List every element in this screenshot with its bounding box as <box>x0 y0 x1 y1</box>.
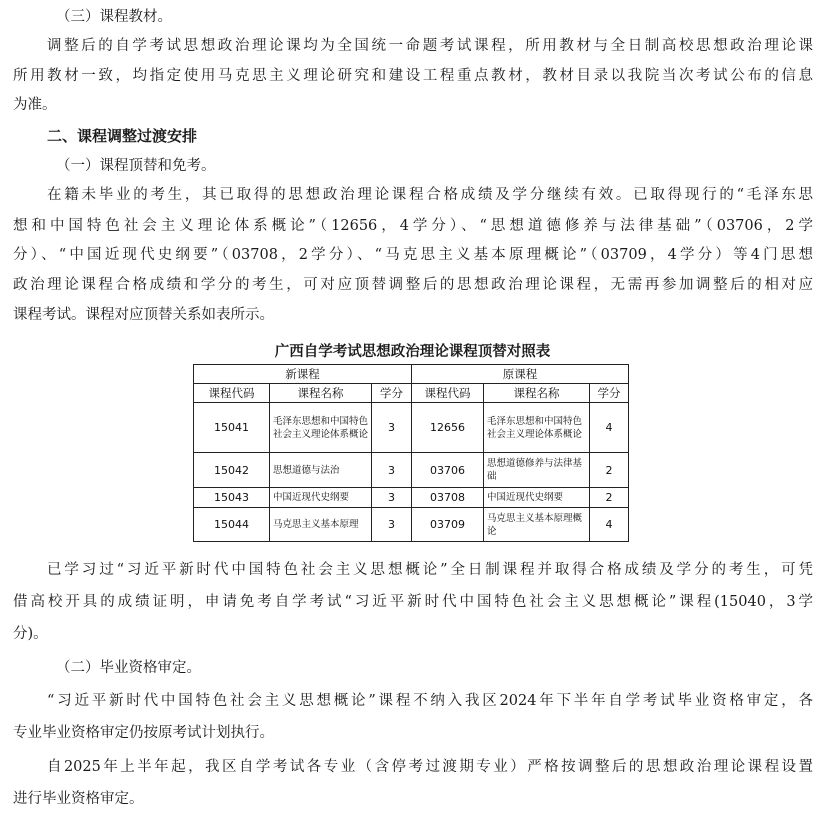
paragraph-line: 自2025年上半年起，我区自学考试各专业（含停考过渡期专业）严格按调整后的思想政治理论课程设置 <box>47 759 813 775</box>
paragraph-line: 想和中国特色社会主义理论体系概论”（12656，4学分）、“思想道德修养与法律基础”（03706，2学 <box>13 218 813 234</box>
column-header: 学分 <box>590 384 629 403</box>
subsection-heading-graduation: （二）毕业资格审定。 <box>56 660 201 676</box>
old-code-cell: 03708 <box>412 488 484 508</box>
paragraph-line: 调整后的自学考试思想政治理论课均为全国统一命题考试课程，所用教材与全日制高校思想政治理论课 <box>47 38 813 54</box>
old-name-cell: 中国近现代史纲要 <box>484 488 590 508</box>
table-title: 广西自学考试思想政治理论课程顶替对照表 <box>274 344 551 360</box>
old-name-cell: 马克思主义基本原理概论 <box>484 508 590 542</box>
paragraph-line: 进行毕业资格审定。 <box>13 791 144 807</box>
new-code-cell: 15042 <box>194 453 270 488</box>
section-heading-transition: 二、课程调整过渡安排 <box>47 127 198 145</box>
new-credit-cell: 3 <box>372 453 412 488</box>
table-row <box>194 403 629 453</box>
column-header: 课程代码 <box>412 384 484 403</box>
new-credit-cell: 3 <box>372 508 412 542</box>
paragraph-line: 课程考试。课程对应顶替关系如表所示。 <box>13 307 274 323</box>
paragraph-line: 在籍未毕业的考生，其已取得的思想政治理论课程合格成绩及学分继续有效。已取得现行的“毛泽东思 <box>47 187 813 203</box>
old-credit-cell: 4 <box>590 508 629 542</box>
new-credit-cell: 3 <box>372 403 412 453</box>
column-header: 课程名称 <box>484 384 590 403</box>
new-name-cell: 思想道德与法治 <box>270 453 372 488</box>
paragraph-line: 已学习过“习近平新时代中国特色社会主义思想概论”全日制课程并取得合格成绩及学分的考生，可凭 <box>47 562 813 578</box>
paragraph-line: 分）、“中国近现代史纲要”（03708，2学分）、“马克思主义基本原理概论”（03709，4学分）等4门思想 <box>13 247 813 263</box>
old-credit-cell: 2 <box>590 453 629 488</box>
old-name-cell: 毛泽东思想和中国特色社会主义理论体系概论 <box>484 403 590 453</box>
new-name-cell: 中国近现代史纲要 <box>270 488 372 508</box>
paragraph-line: 借高校开具的成绩证明，申请免考自学考试“习近平新时代中国特色社会主义思想概论”课程(15040，3学 <box>13 594 813 610</box>
paragraph-line: 政治理论课程合格成绩和学分的考生，可对应顶替调整后的思想政治理论课程，无需再参加调整后的相对应 <box>13 277 813 293</box>
new-code-cell: 15044 <box>194 508 270 542</box>
group-header-new: 新课程 <box>194 365 412 384</box>
table-row <box>194 453 629 488</box>
paragraph-line: “习近平新时代中国特色社会主义思想概论”课程不纳入我区2024年下半年自学考试毕业资格审定，各 <box>47 693 813 709</box>
old-code-cell: 03706 <box>412 453 484 488</box>
table-row <box>194 488 629 508</box>
column-header: 课程代码 <box>194 384 270 403</box>
group-header-old: 原课程 <box>412 365 629 384</box>
column-header: 课程名称 <box>270 384 372 403</box>
old-name-cell: 思想道德修养与法律基础 <box>484 453 590 488</box>
new-name-cell: 马克思主义基本原理 <box>270 508 372 542</box>
paragraph-line: 为准。 <box>13 97 57 113</box>
new-credit-cell: 3 <box>372 488 412 508</box>
old-code-cell: 03709 <box>412 508 484 542</box>
table-row <box>194 508 629 542</box>
paragraph-line: 分)。 <box>13 626 48 642</box>
old-credit-cell: 4 <box>590 403 629 453</box>
old-code-cell: 12656 <box>412 403 484 453</box>
new-code-cell: 15041 <box>194 403 270 453</box>
new-name-cell: 毛泽东思想和中国特色社会主义理论体系概论 <box>270 403 372 453</box>
section-heading-textbooks: （三）课程教材。 <box>56 9 172 25</box>
new-code-cell: 15043 <box>194 488 270 508</box>
column-header: 学分 <box>372 384 412 403</box>
subsection-heading-replacement: （一）课程顶替和免考。 <box>56 158 216 174</box>
course-replacement-table <box>193 364 629 542</box>
paragraph-line: 专业毕业资格审定仍按原考试计划执行。 <box>13 725 274 741</box>
paragraph-line: 所用教材一致，均指定使用马克思主义理论研究和建设工程重点教材，教材目录以我院当次考试公布的信息 <box>13 68 813 84</box>
old-credit-cell: 2 <box>590 488 629 508</box>
